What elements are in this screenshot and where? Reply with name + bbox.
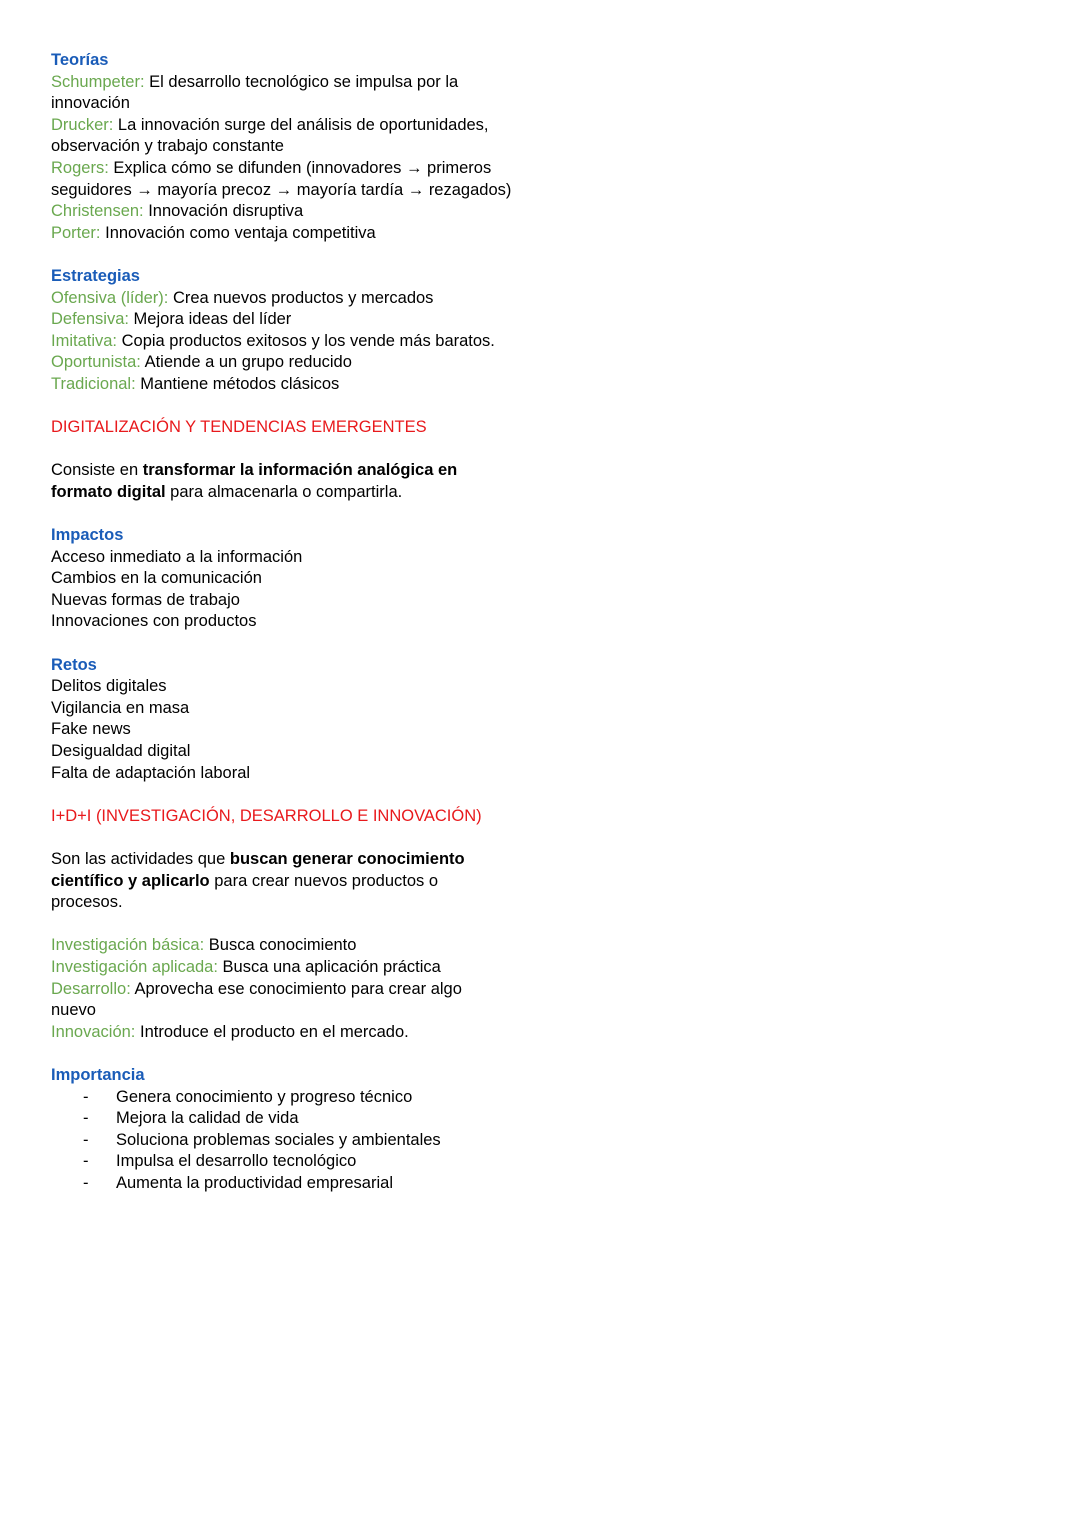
- spacer: [51, 827, 521, 849]
- spacer: [51, 784, 521, 806]
- estrategia-term: Tradicional:: [51, 374, 136, 393]
- dash-bullet: -: [83, 1152, 89, 1171]
- estrategia-text: Copia productos exitosos y los vende más baratos.: [117, 331, 495, 350]
- estrategia-text: Mejora ideas del líder: [128, 310, 292, 329]
- idi-text: Busca conocimiento: [204, 936, 357, 955]
- dash-bullet: -: [83, 1130, 89, 1149]
- teoria-term: Drucker:: [51, 115, 114, 134]
- list-item: [51, 1087, 521, 1109]
- idi-term: Desarrollo:: [51, 979, 131, 998]
- teoria-item: [51, 115, 521, 137]
- estrategia-item: [51, 374, 521, 396]
- list-item: Delitos digitales: [51, 677, 167, 696]
- teoria-text: Innovación como ventaja competitiva: [100, 223, 376, 242]
- idi-item-cont: nuevo: [51, 1001, 96, 1020]
- idi-item: [51, 1022, 521, 1044]
- estrategia-text: Atiende a un grupo reducido: [140, 353, 352, 372]
- importancia-list: [51, 1087, 521, 1195]
- teoria-item-cont: innovación: [51, 94, 130, 113]
- list-item: Acceso inmediato a la información: [51, 547, 303, 566]
- idi-text: Busca una aplicación práctica: [217, 957, 441, 976]
- spacer: [51, 633, 521, 655]
- spacer: [51, 244, 521, 266]
- spacer: [51, 439, 521, 461]
- list-item-text: Genera conocimiento y progreso técnico: [116, 1087, 413, 1106]
- list-item: [51, 1173, 521, 1195]
- teoria-item: [51, 158, 521, 180]
- definition-bold: transformar la información analógica en: [142, 461, 458, 480]
- estrategias-heading: Estrategias: [51, 266, 140, 285]
- estrategia-item: [51, 309, 521, 331]
- list-item: [51, 1151, 521, 1173]
- impactos-heading: Impactos: [51, 526, 124, 545]
- definition-bold: formato digital: [51, 482, 166, 501]
- idi-term: Investigación aplicada:: [51, 957, 218, 976]
- teoria-text: Innovación disruptiva: [143, 202, 304, 221]
- definition-text: Son las actividades que: [51, 849, 230, 868]
- estrategia-term: Defensiva:: [51, 310, 129, 329]
- teoria-text: La innovación surge del análisis de oportunidades,: [113, 115, 489, 134]
- idi-item: [51, 979, 521, 1001]
- idi-definition: [51, 849, 521, 871]
- dash-bullet: -: [83, 1109, 89, 1128]
- list-item: [51, 1108, 521, 1130]
- list-item: Fake news: [51, 720, 131, 739]
- teoria-term: Rogers:: [51, 158, 109, 177]
- list-item: Cambios en la comunicación: [51, 569, 262, 588]
- idi-text: Aprovecha ese conocimiento para crear algo: [130, 979, 462, 998]
- estrategia-text: Crea nuevos productos y mercados: [168, 288, 434, 307]
- idi-title: I+D+I (INVESTIGACIÓN, DESARROLLO E INNOVACIÓN): [51, 806, 482, 825]
- list-item: [51, 1130, 521, 1152]
- list-item: Desigualdad digital: [51, 742, 191, 760]
- definition-bold: buscan generar conocimiento: [229, 849, 465, 868]
- estrategia-term: Oportunista:: [51, 353, 141, 372]
- document-page: [51, 50, 521, 1194]
- definition-text: para crear nuevos productos o: [209, 871, 439, 890]
- spacer: [51, 396, 521, 418]
- definition-text: Consiste en: [51, 461, 143, 480]
- teoria-text: Explica cómo se difunden (innovadores → primeros: [108, 158, 492, 177]
- list-item: Vigilancia en masa: [51, 698, 190, 717]
- idi-text: Introduce el producto en el mercado.: [135, 1022, 409, 1041]
- estrategia-item: [51, 288, 521, 310]
- estrategia-item: [51, 331, 521, 353]
- teoria-item: [51, 223, 521, 245]
- list-item: Falta de adaptación laboral: [51, 763, 251, 782]
- list-item-text: Mejora la calidad de vida: [116, 1109, 299, 1128]
- idi-item: [51, 935, 521, 957]
- spacer: [51, 914, 521, 936]
- estrategia-term: Imitativa:: [51, 331, 118, 350]
- definition-bold: científico y aplicarlo: [51, 871, 210, 890]
- teorias-heading: Teorías: [51, 51, 109, 69]
- list-item-text: Impulsa el desarrollo tecnológico: [116, 1152, 357, 1171]
- digitalizacion-definition-cont: [51, 482, 521, 504]
- digitalizacion-title: DIGITALIZACIÓN Y TENDENCIAS EMERGENTES: [51, 418, 427, 437]
- estrategia-text: Mantiene métodos clásicos: [135, 374, 340, 393]
- estrategia-item: [51, 352, 521, 374]
- spacer: [51, 1043, 521, 1065]
- definition-text: para almacenarla o compartirla.: [165, 482, 403, 501]
- list-item: Nuevas formas de trabajo: [51, 590, 240, 609]
- teoria-term: Christensen:: [51, 202, 144, 221]
- dash-bullet: -: [83, 1173, 89, 1192]
- retos-heading: Retos: [51, 655, 97, 674]
- idi-definition-cont: [51, 871, 521, 893]
- spacer: [51, 503, 521, 525]
- idi-item: [51, 957, 521, 979]
- list-item: Innovaciones con productos: [51, 612, 257, 631]
- idi-term: Innovación:: [51, 1022, 136, 1041]
- dash-bullet: -: [83, 1087, 89, 1106]
- teoria-item-cont: seguidores → mayoría precoz → mayoría tardía → rezagados): [51, 180, 512, 199]
- teoria-text: El desarrollo tecnológico se impulsa por la: [144, 72, 459, 91]
- teoria-item-cont: observación y trabajo constante: [51, 137, 284, 156]
- teoria-term: Schumpeter:: [51, 72, 145, 91]
- teoria-item: [51, 72, 521, 94]
- teoria-term: Porter:: [51, 223, 101, 242]
- importancia-heading: Importancia: [51, 1065, 145, 1084]
- list-item-text: Aumenta la productividad empresarial: [116, 1173, 393, 1192]
- teoria-item: [51, 201, 521, 223]
- idi-definition-cont: procesos.: [51, 893, 123, 912]
- idi-term: Investigación básica:: [51, 936, 205, 955]
- estrategia-term: Ofensiva (líder):: [51, 288, 169, 307]
- digitalizacion-definition: [51, 460, 521, 482]
- list-item-text: Soluciona problemas sociales y ambientales: [116, 1130, 441, 1149]
